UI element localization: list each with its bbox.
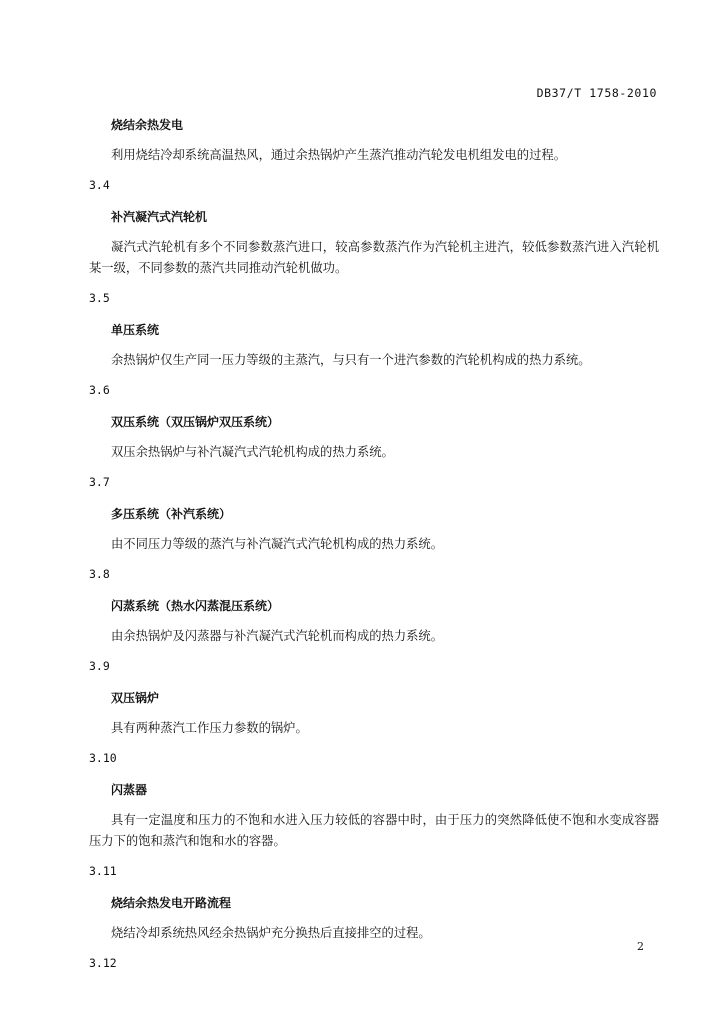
term-definition: 由余热锅炉及闪蒸器与补汽凝汽式汽轮机而构成的热力系统。 [111, 629, 444, 643]
clause-number: 3.8 [89, 567, 110, 581]
page-number: 2 [637, 940, 644, 953]
term-title: 双压系统（双压锅炉双压系统） [111, 415, 280, 429]
document-body [89, 116, 659, 986]
entry-3-11 [89, 862, 659, 944]
clause-number: 3.9 [89, 659, 110, 673]
entry-3-3 [89, 116, 659, 166]
term-definition: 具有两种蒸汽工作压力参数的锅炉。 [111, 721, 308, 735]
clause-number: 3.5 [89, 291, 110, 305]
term-title: 单压系统 [111, 323, 160, 337]
term-title: 双压锅炉 [111, 691, 160, 705]
term-definition: 凝汽式汽轮机有多个不同参数蒸汽进口，较高参数蒸汽作为汽轮机主进汽，较低参数蒸汽进入汽轮机某一级，不同参数的蒸汽共同推动汽轮机做功。 [89, 240, 659, 275]
entry-3-5 [89, 289, 659, 371]
term-title: 补汽凝汽式汽轮机 [111, 210, 208, 224]
entry-3-7 [89, 473, 659, 555]
entry-3-6 [89, 381, 659, 463]
document-code: DB37/T 1758-2010 [536, 86, 657, 100]
entry-3-10 [89, 749, 659, 852]
term-definition: 利用烧结冷却系统高温热风，通过余热锅炉产生蒸汽推动汽轮发电机组发电的过程。 [111, 148, 566, 162]
entry-3-9 [89, 657, 659, 739]
term-definition: 具有一定温度和压力的不饱和水进入压力较低的容器中时，由于压力的突然降低使不饱和水变成容器压力下的饱和蒸汽和饱和水的容器。 [89, 813, 659, 848]
clause-number: 3.7 [89, 475, 110, 489]
term-definition: 由不同压力等级的蒸汽与补汽凝汽式汽轮机构成的热力系统。 [111, 537, 444, 551]
term-title: 烧结余热发电开路流程 [111, 896, 232, 910]
clause-number: 3.10 [89, 751, 117, 765]
term-definition: 余热锅炉仅生产同一压力等级的主蒸汽，与只有一个进汽参数的汽轮机构成的热力系统。 [111, 353, 591, 367]
clause-number-3-12: 3.12 [89, 956, 117, 970]
clause-number: 3.6 [89, 383, 110, 397]
term-definition: 双压余热锅炉与补汽凝汽式汽轮机构成的热力系统。 [111, 445, 394, 459]
term-definition: 烧结冷却系统热风经余热锅炉充分换热后直接排空的过程。 [111, 926, 431, 940]
term-title: 闪蒸系统（热水闪蒸混压系统） [111, 599, 280, 613]
term-title: 多压系统（补汽系统） [111, 507, 232, 521]
clause-number: 3.4 [89, 178, 110, 192]
term-title: 烧结余热发电 [111, 118, 184, 132]
clause-number: 3.11 [89, 864, 117, 878]
term-title: 闪蒸器 [111, 783, 148, 797]
entry-3-4 [89, 176, 659, 279]
entry-3-8 [89, 565, 659, 647]
